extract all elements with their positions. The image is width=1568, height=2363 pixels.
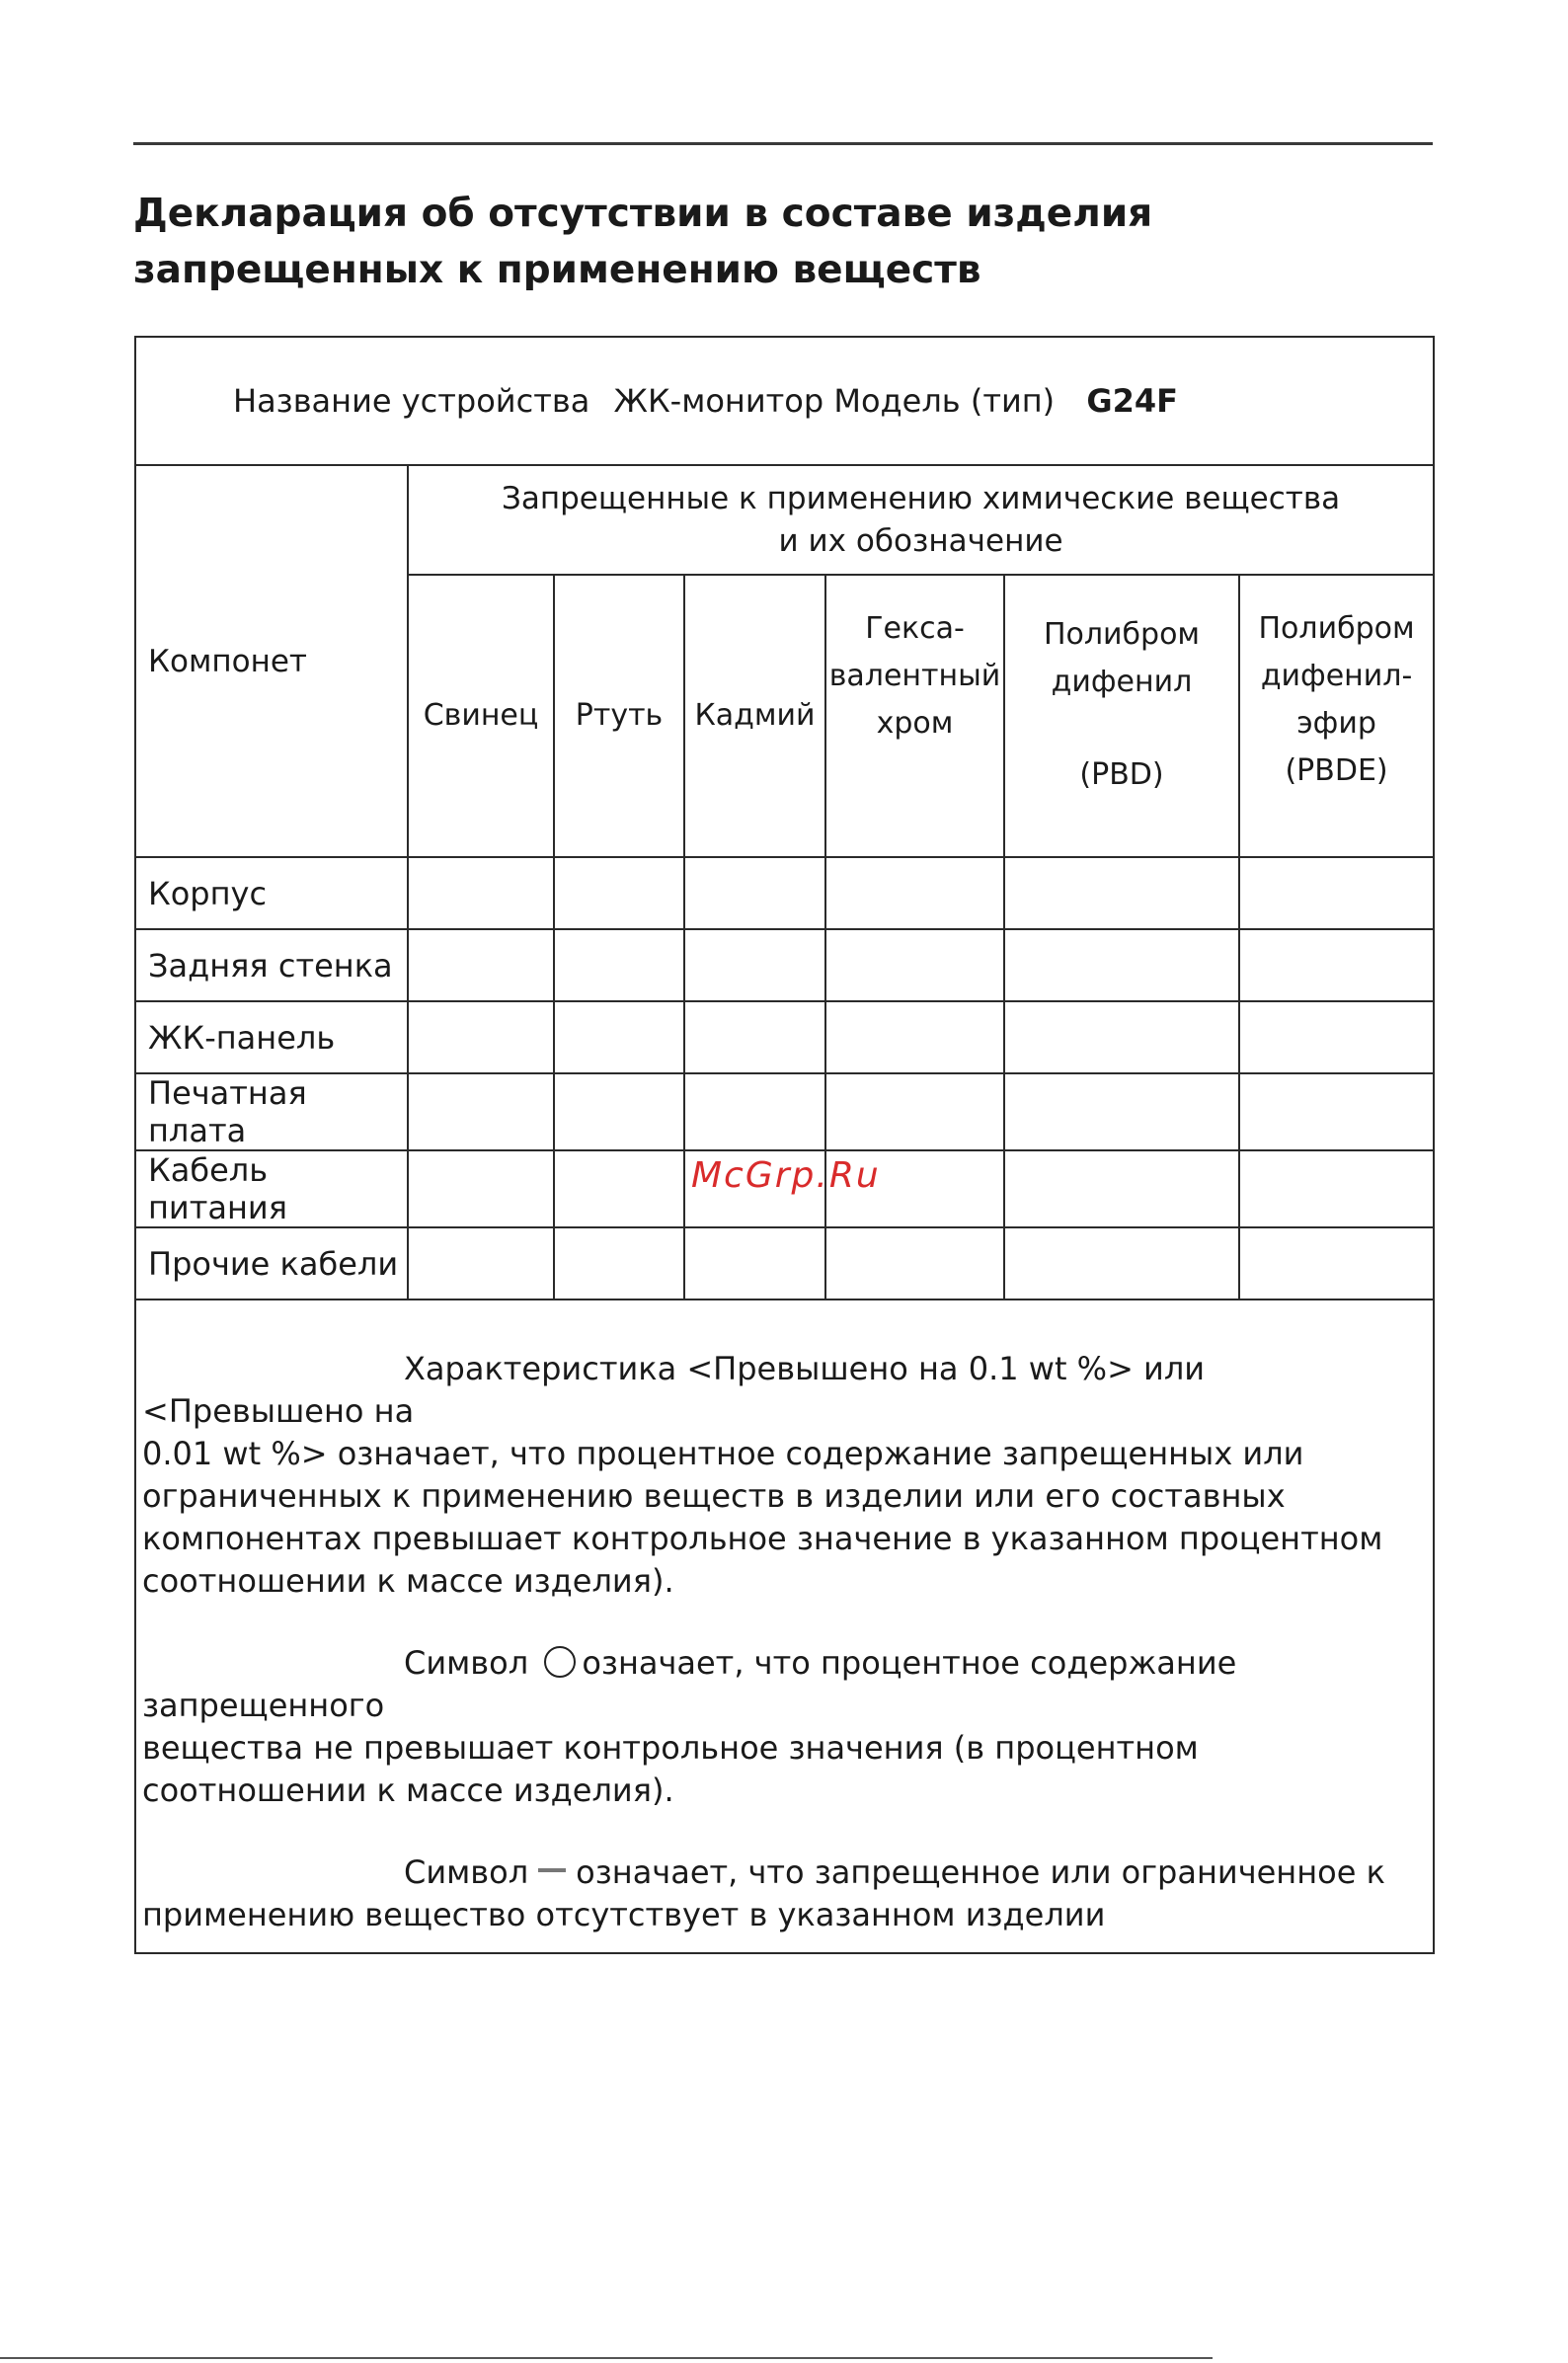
table-cell — [554, 1150, 684, 1227]
col-pbde-line-4: (PBDE) — [1285, 753, 1388, 788]
col-pbde-line-1: Полибром — [1258, 611, 1415, 646]
col-pbde-line-2: дифенил- — [1260, 659, 1413, 693]
col-hexavalent-chrome — [825, 575, 1004, 857]
table-cell — [1004, 1150, 1239, 1227]
table-cell — [825, 1073, 1004, 1150]
bottom-rule — [0, 2357, 1213, 2359]
device-name-value: ЖК-монитор — [613, 382, 824, 420]
table-row — [135, 1073, 1434, 1150]
substances-header — [408, 465, 1434, 575]
table-cell — [1239, 1001, 1434, 1073]
note-dash-rest: применению вещество отсутствует в указанном изделии — [142, 1896, 1106, 1933]
table-cell — [1004, 1227, 1239, 1300]
header-row-1 — [135, 465, 1434, 575]
col-pbd — [1004, 575, 1239, 857]
page-title — [133, 186, 1417, 298]
table-cell — [684, 1227, 825, 1300]
table-cell — [554, 1001, 684, 1073]
note-circle-rest: вещества не превышает контрольное значения (в процентном соотношении к массе изделия). — [142, 1729, 1199, 1809]
table-cell — [1004, 1001, 1239, 1073]
row-label: Печатная плата — [135, 1073, 408, 1150]
substances-header-line-2: и их обозначение — [778, 522, 1063, 559]
watermark: McGrp.Ru — [691, 1155, 881, 1196]
substances-header-line-1: Запрещенные к применению химические вещества — [501, 480, 1341, 516]
table-cell — [1004, 857, 1239, 929]
table-cell — [408, 1227, 554, 1300]
col-mercury: Ртуть — [554, 575, 684, 857]
col-pbd-line-1: Полибром — [1043, 617, 1201, 652]
note-exceeded-line-1: Характеристика <Превышено на 0.1 wt %> или <Превышено на — [142, 1350, 1206, 1430]
table-cell — [684, 929, 825, 1001]
dash-symbol-icon — [538, 1868, 566, 1872]
table-cell — [1004, 1073, 1239, 1150]
table-cell — [825, 1227, 1004, 1300]
table-cell — [1239, 929, 1434, 1001]
note-circle-line-1: означает, что процентное содержание запрещенного — [142, 1644, 1237, 1724]
note-circle-symbol — [142, 1642, 1423, 1812]
table-cell — [554, 929, 684, 1001]
notes-cell — [135, 1300, 1434, 1953]
title-line-1: Декларация об отсутствии в составе изделия — [133, 192, 1153, 236]
row-label: Кабель питания — [135, 1150, 408, 1227]
table-cell — [1239, 1227, 1434, 1300]
table-row — [135, 1001, 1434, 1073]
table-cell — [408, 929, 554, 1001]
table-cell — [684, 1001, 825, 1073]
row-label: Прочие кабели — [135, 1227, 408, 1300]
col-chrome-line-2: валентный — [828, 659, 1001, 693]
table-cell — [684, 1073, 825, 1150]
table-cell — [825, 857, 1004, 929]
table-cell — [825, 1001, 1004, 1073]
device-row — [135, 337, 1434, 465]
table-cell — [825, 929, 1004, 1001]
table-row — [135, 929, 1434, 1001]
row-label: Задняя стенка — [135, 929, 408, 1001]
model-label: Модель (тип) — [833, 382, 1056, 420]
row-label: ЖК-панель — [135, 1001, 408, 1073]
note-dash-lead: Символ — [404, 1853, 529, 1891]
col-chrome-line-3: хром — [876, 706, 954, 741]
device-name-label: Название устройства — [233, 382, 590, 420]
col-pbde-line-3: эфир — [1296, 706, 1376, 741]
col-chrome-line-1: Гекса- — [865, 611, 965, 646]
declaration-table — [134, 336, 1435, 1954]
table-cell — [554, 1073, 684, 1150]
table-cell — [408, 1150, 554, 1227]
col-lead: Свинец — [408, 575, 554, 857]
note-dash-line-1: означает, что запрещенное или ограниченное к — [576, 1853, 1385, 1891]
table-cell — [1239, 1073, 1434, 1150]
table-cell — [408, 1073, 554, 1150]
table-cell — [684, 857, 825, 929]
col-pbd-line-3: (PBD) — [1079, 757, 1164, 792]
table-cell — [554, 1227, 684, 1300]
table-cell — [1239, 857, 1434, 929]
table-cell — [554, 857, 684, 929]
table-cell — [408, 857, 554, 929]
circle-symbol-icon — [544, 1646, 576, 1678]
notes-row — [135, 1300, 1434, 1953]
note-circle-lead: Символ — [404, 1644, 529, 1682]
table-cell — [1239, 1150, 1434, 1227]
table-row — [135, 1227, 1434, 1300]
col-pbde — [1239, 575, 1434, 857]
note-exceeded-rest: 0.01 wt %> означает, что процентное содержание запрещенных или ограниченных к применению веществ в изделии или его составных компонентах превышает контрольное значение в указанном процентном соотношении к массе изделия). — [142, 1435, 1383, 1600]
col-pbd-line-2: дифенил — [1051, 665, 1193, 699]
row-label: Корпус — [135, 857, 408, 929]
title-line-2: запрещенных к применению веществ — [133, 248, 981, 292]
model-value: G24F — [1086, 382, 1178, 420]
table-cell — [1004, 929, 1239, 1001]
note-dash-symbol — [142, 1851, 1423, 1936]
table-cell — [408, 1001, 554, 1073]
note-exceeded — [142, 1348, 1423, 1603]
component-header: Компонет — [135, 465, 408, 857]
col-cadmium: Кадмий — [684, 575, 825, 857]
table-row — [135, 857, 1434, 929]
top-rule — [133, 142, 1433, 145]
device-cell — [135, 337, 1434, 465]
